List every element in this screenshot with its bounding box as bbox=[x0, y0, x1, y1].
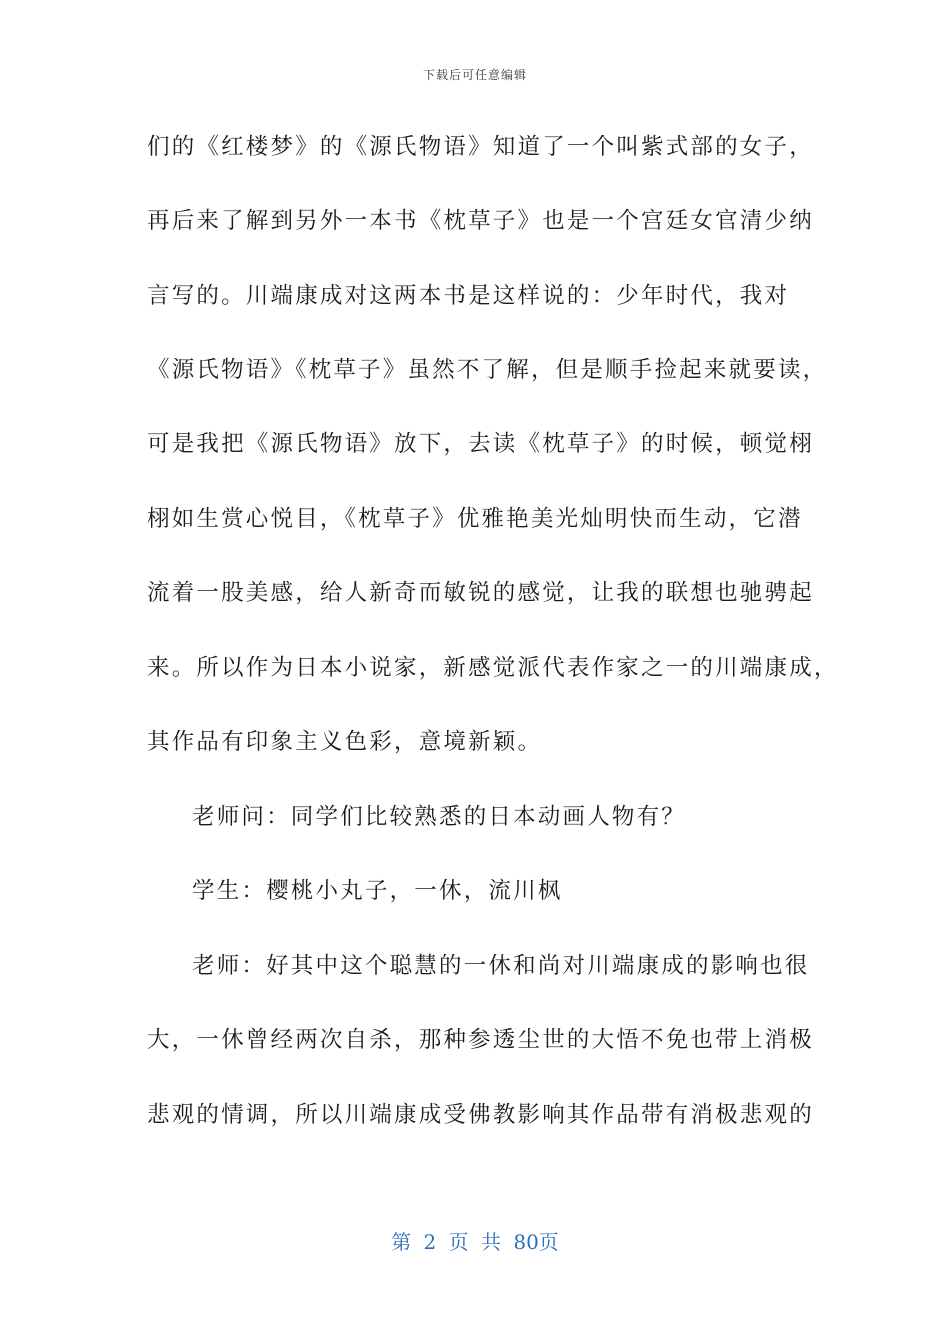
body-line-1: 们的《红楼梦》的《源氏物语》知道了一个叫紫式部的女子， bbox=[147, 134, 814, 160]
body-line-8: 来。所以作为日本小说家，新感觉派代表作家之一的川端康成， bbox=[147, 655, 839, 681]
body-line-9: 其作品有印象主义色彩，意境新颖。 bbox=[147, 729, 543, 755]
body-line-4: 《源氏物语》《枕草子》虽然不了解，但是顺手捡起来就要读， bbox=[147, 357, 828, 383]
body-line-5: 可是我把《源氏物语》放下，去读《枕草子》的时候，顿觉栩 bbox=[147, 431, 814, 457]
body-line-6: 栩如生赏心悦目，《枕草子》优雅艳美光灿明快而生动，它潜 bbox=[147, 506, 803, 532]
body-line-10: 老师问：同学们比较熟悉的日本动画人物有？ bbox=[192, 804, 687, 830]
body-line-12: 老师：好其中这个聪慧的一休和尚对川端康成的影响也很 bbox=[192, 953, 810, 979]
page-number-label: 第 2 页 共 80页 bbox=[391, 1230, 559, 1254]
body-line-14: 悲观的情调，所以川端康成受佛教影响其作品带有消极悲观的 bbox=[147, 1102, 814, 1128]
page-footer bbox=[0, 1226, 950, 1255]
body-line-13: 大，一休曾经两次自杀，那种参透尘世的大悟不免也带上消极 bbox=[147, 1027, 814, 1053]
body-line-11: 学生：樱桃小丸子，一休，流川枫 bbox=[192, 878, 563, 904]
body-line-3: 言写的。川端康成对这两本书是这样说的：少年时代，我对 bbox=[147, 283, 790, 309]
header-note: 下载后可任意编辑 bbox=[422, 68, 527, 82]
body-line-7: 流着一股美感，给人新奇而敏锐的感觉，让我的联想也驰骋起 bbox=[147, 580, 814, 606]
body-line-2: 再后来了解到另外一本书《枕草子》也是一个宫廷女官清少纳 bbox=[147, 208, 814, 234]
